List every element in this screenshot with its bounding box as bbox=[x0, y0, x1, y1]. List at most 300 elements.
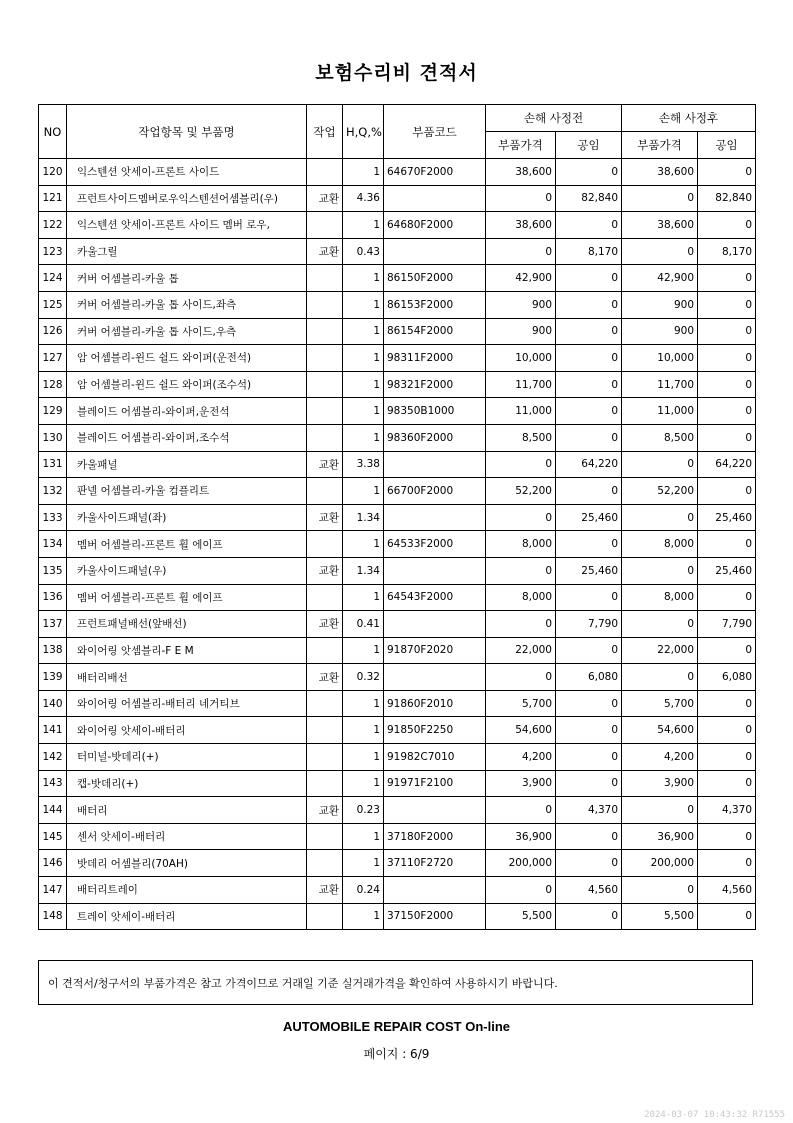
row-before-labor: 0 bbox=[556, 265, 622, 292]
table-row bbox=[39, 371, 756, 398]
row-part-code bbox=[384, 664, 486, 691]
row-no: 125 bbox=[39, 291, 67, 318]
row-part-code: 91870F2020 bbox=[384, 637, 486, 664]
row-after-labor: 0 bbox=[698, 291, 756, 318]
row-no: 148 bbox=[39, 903, 67, 930]
row-work-type bbox=[307, 398, 343, 425]
header-work: 작업 bbox=[307, 105, 343, 159]
row-before-part-price: 900 bbox=[486, 291, 556, 318]
table-row bbox=[39, 345, 756, 372]
row-before-labor: 4,560 bbox=[556, 877, 622, 904]
row-after-part-price: 8,500 bbox=[622, 424, 698, 451]
row-after-part-price: 0 bbox=[622, 797, 698, 824]
row-hq: 1 bbox=[343, 823, 384, 850]
row-part-code bbox=[384, 557, 486, 584]
row-before-labor: 0 bbox=[556, 531, 622, 558]
table-row bbox=[39, 451, 756, 478]
row-after-labor: 0 bbox=[698, 717, 756, 744]
row-item-name: 와이어링 어셈블리-배터리 네거티브 bbox=[67, 690, 307, 717]
row-item-name: 멤버 어셈블리-프론트 휠 에이프 bbox=[67, 531, 307, 558]
row-part-code bbox=[384, 451, 486, 478]
row-no: 144 bbox=[39, 797, 67, 824]
row-after-part-price: 900 bbox=[622, 318, 698, 345]
row-part-code: 86150F2000 bbox=[384, 265, 486, 292]
row-work-type bbox=[307, 744, 343, 771]
row-before-labor: 0 bbox=[556, 690, 622, 717]
row-work-type: 교환 bbox=[307, 664, 343, 691]
row-after-part-price: 8,000 bbox=[622, 584, 698, 611]
row-hq: 1 bbox=[343, 398, 384, 425]
row-after-labor: 0 bbox=[698, 744, 756, 771]
row-after-part-price: 4,200 bbox=[622, 744, 698, 771]
row-before-part-price: 0 bbox=[486, 451, 556, 478]
row-item-name: 카울사이드패널(우) bbox=[67, 557, 307, 584]
table-row bbox=[39, 212, 756, 239]
row-no: 130 bbox=[39, 424, 67, 451]
row-work-type bbox=[307, 584, 343, 611]
row-work-type bbox=[307, 690, 343, 717]
header-hq: H,Q,% bbox=[343, 105, 384, 159]
row-after-part-price: 42,900 bbox=[622, 265, 698, 292]
row-work-type: 교환 bbox=[307, 797, 343, 824]
row-no: 131 bbox=[39, 451, 67, 478]
row-before-part-price: 10,000 bbox=[486, 345, 556, 372]
row-before-labor: 0 bbox=[556, 850, 622, 877]
row-part-code: 64543F2000 bbox=[384, 584, 486, 611]
row-no: 122 bbox=[39, 212, 67, 239]
row-no: 147 bbox=[39, 877, 67, 904]
row-work-type bbox=[307, 717, 343, 744]
table-row bbox=[39, 557, 756, 584]
table-row bbox=[39, 877, 756, 904]
row-hq: 1 bbox=[343, 212, 384, 239]
row-hq: 1 bbox=[343, 159, 384, 186]
price-notice: 이 견적서/청구서의 부품가격은 참고 가격이므로 거래일 기준 실거래가격을 확인하여 사용하시기 바랍니다. bbox=[38, 960, 753, 1005]
row-no: 145 bbox=[39, 823, 67, 850]
row-before-part-price: 0 bbox=[486, 611, 556, 638]
row-before-labor: 0 bbox=[556, 478, 622, 505]
table-row bbox=[39, 664, 756, 691]
row-work-type bbox=[307, 291, 343, 318]
row-after-part-price: 38,600 bbox=[622, 212, 698, 239]
header-item: 작업항목 및 부품명 bbox=[67, 105, 307, 159]
row-after-labor: 6,080 bbox=[698, 664, 756, 691]
header-before-adjust: 손해 사정전 bbox=[486, 105, 622, 132]
row-part-code: 91982C7010 bbox=[384, 744, 486, 771]
row-hq: 1 bbox=[343, 424, 384, 451]
row-part-code: 37150F2000 bbox=[384, 903, 486, 930]
row-no: 140 bbox=[39, 690, 67, 717]
row-work-type bbox=[307, 770, 343, 797]
row-after-part-price: 0 bbox=[622, 504, 698, 531]
row-after-labor: 7,790 bbox=[698, 611, 756, 638]
table-row bbox=[39, 318, 756, 345]
row-item-name: 카울패널 bbox=[67, 451, 307, 478]
row-after-part-price: 0 bbox=[622, 557, 698, 584]
row-part-code: 64680F2000 bbox=[384, 212, 486, 239]
row-before-part-price: 3,900 bbox=[486, 770, 556, 797]
row-after-part-price: 38,600 bbox=[622, 159, 698, 186]
row-after-labor: 25,460 bbox=[698, 557, 756, 584]
row-hq: 1 bbox=[343, 690, 384, 717]
table-row bbox=[39, 398, 756, 425]
row-after-labor: 0 bbox=[698, 318, 756, 345]
row-item-name: 배터리 bbox=[67, 797, 307, 824]
row-hq: 1 bbox=[343, 318, 384, 345]
row-no: 126 bbox=[39, 318, 67, 345]
row-item-name: 암 어셈블리-윈드 쉴드 와이퍼(조수석) bbox=[67, 371, 307, 398]
table-row bbox=[39, 744, 756, 771]
row-before-part-price: 22,000 bbox=[486, 637, 556, 664]
row-item-name: 프런트패널배선(앞배선) bbox=[67, 611, 307, 638]
row-after-part-price: 0 bbox=[622, 877, 698, 904]
row-before-labor: 0 bbox=[556, 318, 622, 345]
row-after-labor: 25,460 bbox=[698, 504, 756, 531]
row-after-part-price: 0 bbox=[622, 611, 698, 638]
row-work-type bbox=[307, 424, 343, 451]
row-item-name: 멤버 어셈블리-프론트 휠 에이프 bbox=[67, 584, 307, 611]
row-part-code: 91850F2250 bbox=[384, 717, 486, 744]
row-after-labor: 0 bbox=[698, 478, 756, 505]
row-item-name: 와이어링 앗세이-배터리 bbox=[67, 717, 307, 744]
row-item-name: 카울그릴 bbox=[67, 238, 307, 265]
row-before-part-price: 52,200 bbox=[486, 478, 556, 505]
row-hq: 1 bbox=[343, 903, 384, 930]
row-after-labor: 8,170 bbox=[698, 238, 756, 265]
row-hq: 1 bbox=[343, 265, 384, 292]
row-hq: 1 bbox=[343, 717, 384, 744]
row-item-name: 커버 어셈블리-카울 톱 bbox=[67, 265, 307, 292]
row-before-part-price: 0 bbox=[486, 664, 556, 691]
row-part-code bbox=[384, 797, 486, 824]
row-part-code: 98360F2000 bbox=[384, 424, 486, 451]
row-after-labor: 0 bbox=[698, 212, 756, 239]
row-hq: 0.43 bbox=[343, 238, 384, 265]
row-hq: 1 bbox=[343, 770, 384, 797]
row-after-labor: 4,560 bbox=[698, 877, 756, 904]
row-part-code: 98321F2000 bbox=[384, 371, 486, 398]
header-no: NO bbox=[39, 105, 67, 159]
page-number: 페이지 : 6/9 bbox=[363, 1047, 430, 1061]
row-before-labor: 4,370 bbox=[556, 797, 622, 824]
table-row bbox=[39, 903, 756, 930]
row-before-labor: 0 bbox=[556, 770, 622, 797]
row-after-part-price: 8,000 bbox=[622, 531, 698, 558]
row-before-labor: 8,170 bbox=[556, 238, 622, 265]
row-before-part-price: 11,000 bbox=[486, 398, 556, 425]
row-item-name: 센서 앗세이-배터리 bbox=[67, 823, 307, 850]
row-before-labor: 0 bbox=[556, 424, 622, 451]
row-no: 137 bbox=[39, 611, 67, 638]
row-before-labor: 0 bbox=[556, 371, 622, 398]
row-before-labor: 0 bbox=[556, 345, 622, 372]
row-after-labor: 0 bbox=[698, 770, 756, 797]
row-before-part-price: 0 bbox=[486, 185, 556, 212]
row-after-part-price: 54,600 bbox=[622, 717, 698, 744]
row-after-part-price: 3,900 bbox=[622, 770, 698, 797]
row-before-part-price: 11,700 bbox=[486, 371, 556, 398]
row-item-name: 배터리트레이 bbox=[67, 877, 307, 904]
row-no: 146 bbox=[39, 850, 67, 877]
table-row bbox=[39, 690, 756, 717]
row-part-code: 86153F2000 bbox=[384, 291, 486, 318]
row-work-type: 교환 bbox=[307, 451, 343, 478]
table-header bbox=[39, 105, 756, 159]
row-no: 134 bbox=[39, 531, 67, 558]
row-item-name: 밧데리 어셈블리(70AH) bbox=[67, 850, 307, 877]
row-item-name: 커버 어셈블리-카울 톱 사이드,우측 bbox=[67, 318, 307, 345]
row-item-name: 블레이드 어셈블리-와이퍼,운전석 bbox=[67, 398, 307, 425]
row-hq: 1 bbox=[343, 345, 384, 372]
row-before-labor: 0 bbox=[556, 903, 622, 930]
document-title: 보험수리비 견적서 bbox=[315, 62, 478, 84]
table-row bbox=[39, 159, 756, 186]
print-timestamp: 2024-03-07 10:43:32 R71555 bbox=[644, 1110, 785, 1120]
row-after-part-price: 200,000 bbox=[622, 850, 698, 877]
row-before-labor: 0 bbox=[556, 291, 622, 318]
row-after-labor: 0 bbox=[698, 850, 756, 877]
row-after-part-price: 5,700 bbox=[622, 690, 698, 717]
row-no: 133 bbox=[39, 504, 67, 531]
row-before-part-price: 36,900 bbox=[486, 823, 556, 850]
row-after-part-price: 11,700 bbox=[622, 371, 698, 398]
table-body bbox=[39, 159, 756, 930]
row-after-part-price: 52,200 bbox=[622, 478, 698, 505]
row-after-labor: 0 bbox=[698, 398, 756, 425]
row-no: 138 bbox=[39, 637, 67, 664]
row-before-part-price: 0 bbox=[486, 504, 556, 531]
row-before-labor: 6,080 bbox=[556, 664, 622, 691]
table-row bbox=[39, 424, 756, 451]
row-after-part-price: 0 bbox=[622, 185, 698, 212]
row-before-part-price: 42,900 bbox=[486, 265, 556, 292]
table-row bbox=[39, 823, 756, 850]
row-before-part-price: 5,500 bbox=[486, 903, 556, 930]
row-work-type: 교환 bbox=[307, 504, 343, 531]
row-before-labor: 0 bbox=[556, 212, 622, 239]
row-after-labor: 0 bbox=[698, 265, 756, 292]
row-hq: 1.34 bbox=[343, 557, 384, 584]
row-before-labor: 0 bbox=[556, 159, 622, 186]
row-before-part-price: 0 bbox=[486, 238, 556, 265]
row-item-name: 익스텐션 앗세이-프론트 사이드 bbox=[67, 159, 307, 186]
row-hq: 4.36 bbox=[343, 185, 384, 212]
row-no: 124 bbox=[39, 265, 67, 292]
row-before-part-price: 0 bbox=[486, 557, 556, 584]
table-row bbox=[39, 611, 756, 638]
row-hq: 0.23 bbox=[343, 797, 384, 824]
row-before-part-price: 8,000 bbox=[486, 531, 556, 558]
row-after-labor: 82,840 bbox=[698, 185, 756, 212]
table-row bbox=[39, 850, 756, 877]
table-row bbox=[39, 504, 756, 531]
row-item-name: 트레이 앗세이-배터리 bbox=[67, 903, 307, 930]
row-work-type: 교환 bbox=[307, 877, 343, 904]
row-before-labor: 25,460 bbox=[556, 504, 622, 531]
row-before-labor: 25,460 bbox=[556, 557, 622, 584]
row-hq: 1 bbox=[343, 584, 384, 611]
header-part-code: 부품코드 bbox=[384, 105, 486, 159]
row-item-name: 프런트사이드멤버로우익스텐션어셈블리(우) bbox=[67, 185, 307, 212]
row-part-code bbox=[384, 877, 486, 904]
table-row bbox=[39, 291, 756, 318]
row-item-name: 터미널-밧데리(+) bbox=[67, 744, 307, 771]
row-after-part-price: 0 bbox=[622, 664, 698, 691]
row-item-name: 배터리배선 bbox=[67, 664, 307, 691]
row-work-type: 교환 bbox=[307, 557, 343, 584]
row-after-labor: 0 bbox=[698, 531, 756, 558]
row-hq: 1 bbox=[343, 371, 384, 398]
row-part-code bbox=[384, 238, 486, 265]
row-part-code bbox=[384, 185, 486, 212]
row-before-part-price: 54,600 bbox=[486, 717, 556, 744]
row-after-labor: 0 bbox=[698, 584, 756, 611]
row-before-labor: 0 bbox=[556, 823, 622, 850]
row-no: 142 bbox=[39, 744, 67, 771]
row-item-name: 판넬 어셈블리-카울 컴플리트 bbox=[67, 478, 307, 505]
row-before-part-price: 0 bbox=[486, 877, 556, 904]
row-after-labor: 0 bbox=[698, 823, 756, 850]
row-before-labor: 7,790 bbox=[556, 611, 622, 638]
row-hq: 1 bbox=[343, 850, 384, 877]
row-no: 127 bbox=[39, 345, 67, 372]
row-hq: 1 bbox=[343, 478, 384, 505]
row-part-code: 91860F2010 bbox=[384, 690, 486, 717]
row-part-code bbox=[384, 504, 486, 531]
row-part-code: 64533F2000 bbox=[384, 531, 486, 558]
row-work-type: 교환 bbox=[307, 238, 343, 265]
row-hq: 1 bbox=[343, 531, 384, 558]
table-row bbox=[39, 238, 756, 265]
row-no: 121 bbox=[39, 185, 67, 212]
row-work-type bbox=[307, 318, 343, 345]
row-before-part-price: 200,000 bbox=[486, 850, 556, 877]
row-work-type: 교환 bbox=[307, 611, 343, 638]
row-before-part-price: 4,200 bbox=[486, 744, 556, 771]
row-no: 136 bbox=[39, 584, 67, 611]
row-part-code: 98350B1000 bbox=[384, 398, 486, 425]
row-work-type bbox=[307, 265, 343, 292]
header-after-labor: 공임 bbox=[698, 132, 756, 159]
row-hq: 1 bbox=[343, 291, 384, 318]
row-part-code: 66700F2000 bbox=[384, 478, 486, 505]
row-after-labor: 0 bbox=[698, 371, 756, 398]
table-row bbox=[39, 797, 756, 824]
table-row bbox=[39, 185, 756, 212]
table-row bbox=[39, 770, 756, 797]
row-before-labor: 0 bbox=[556, 637, 622, 664]
row-part-code: 37180F2000 bbox=[384, 823, 486, 850]
table-row bbox=[39, 531, 756, 558]
row-item-name: 커버 어셈블리-카울 톱 사이드,좌측 bbox=[67, 291, 307, 318]
row-no: 143 bbox=[39, 770, 67, 797]
table-row bbox=[39, 584, 756, 611]
footer-title: AUTOMOBILE REPAIR COST On-line bbox=[282, 1019, 511, 1034]
row-after-part-price: 0 bbox=[622, 238, 698, 265]
row-item-name: 익스텐션 앗세이-프론트 사이드 멤버 로우, bbox=[67, 212, 307, 239]
row-after-part-price: 0 bbox=[622, 451, 698, 478]
row-part-code: 37110F2720 bbox=[384, 850, 486, 877]
row-after-labor: 0 bbox=[698, 345, 756, 372]
row-hq: 0.41 bbox=[343, 611, 384, 638]
row-after-part-price: 36,900 bbox=[622, 823, 698, 850]
row-before-labor: 0 bbox=[556, 398, 622, 425]
row-part-code: 98311F2000 bbox=[384, 345, 486, 372]
row-work-type bbox=[307, 478, 343, 505]
row-no: 123 bbox=[39, 238, 67, 265]
row-work-type bbox=[307, 371, 343, 398]
row-after-labor: 64,220 bbox=[698, 451, 756, 478]
row-work-type bbox=[307, 637, 343, 664]
row-before-part-price: 8,500 bbox=[486, 424, 556, 451]
row-work-type bbox=[307, 850, 343, 877]
header-before-part-price: 부품가격 bbox=[486, 132, 556, 159]
row-item-name: 암 어셈블리-윈드 쉴드 와이퍼(운전석) bbox=[67, 345, 307, 372]
row-item-name: 와이어링 앗셈블리-F E M bbox=[67, 637, 307, 664]
row-hq: 1 bbox=[343, 637, 384, 664]
row-before-part-price: 5,700 bbox=[486, 690, 556, 717]
row-work-type bbox=[307, 823, 343, 850]
row-item-name: 블레이드 어셈블리-와이퍼,조수석 bbox=[67, 424, 307, 451]
row-hq: 1 bbox=[343, 744, 384, 771]
row-after-part-price: 5,500 bbox=[622, 903, 698, 930]
row-after-part-price: 22,000 bbox=[622, 637, 698, 664]
table-row bbox=[39, 265, 756, 292]
row-no: 120 bbox=[39, 159, 67, 186]
row-before-part-price: 0 bbox=[486, 797, 556, 824]
row-part-code: 86154F2000 bbox=[384, 318, 486, 345]
row-no: 139 bbox=[39, 664, 67, 691]
row-before-part-price: 8,000 bbox=[486, 584, 556, 611]
table-row bbox=[39, 717, 756, 744]
row-no: 132 bbox=[39, 478, 67, 505]
row-before-labor: 0 bbox=[556, 717, 622, 744]
table-row bbox=[39, 478, 756, 505]
row-part-code bbox=[384, 611, 486, 638]
row-before-labor: 82,840 bbox=[556, 185, 622, 212]
row-before-labor: 64,220 bbox=[556, 451, 622, 478]
estimate-table bbox=[38, 104, 756, 930]
row-before-part-price: 900 bbox=[486, 318, 556, 345]
row-hq: 0.32 bbox=[343, 664, 384, 691]
row-after-labor: 0 bbox=[698, 159, 756, 186]
row-item-name: 카울사이드패널(좌) bbox=[67, 504, 307, 531]
row-work-type bbox=[307, 159, 343, 186]
row-before-part-price: 38,600 bbox=[486, 159, 556, 186]
row-part-code: 91971F2100 bbox=[384, 770, 486, 797]
header-before-labor: 공임 bbox=[556, 132, 622, 159]
table-row bbox=[39, 637, 756, 664]
row-before-part-price: 38,600 bbox=[486, 212, 556, 239]
row-part-code: 64670F2000 bbox=[384, 159, 486, 186]
row-after-labor: 0 bbox=[698, 690, 756, 717]
row-no: 129 bbox=[39, 398, 67, 425]
row-work-type bbox=[307, 212, 343, 239]
row-work-type bbox=[307, 903, 343, 930]
row-no: 135 bbox=[39, 557, 67, 584]
row-item-name: 캡-밧데리(+) bbox=[67, 770, 307, 797]
row-after-labor: 0 bbox=[698, 637, 756, 664]
row-before-labor: 0 bbox=[556, 744, 622, 771]
row-no: 141 bbox=[39, 717, 67, 744]
row-hq: 3.38 bbox=[343, 451, 384, 478]
header-after-part-price: 부품가격 bbox=[622, 132, 698, 159]
row-after-labor: 0 bbox=[698, 424, 756, 451]
row-hq: 1.34 bbox=[343, 504, 384, 531]
row-after-part-price: 11,000 bbox=[622, 398, 698, 425]
row-work-type: 교환 bbox=[307, 185, 343, 212]
row-after-part-price: 900 bbox=[622, 291, 698, 318]
